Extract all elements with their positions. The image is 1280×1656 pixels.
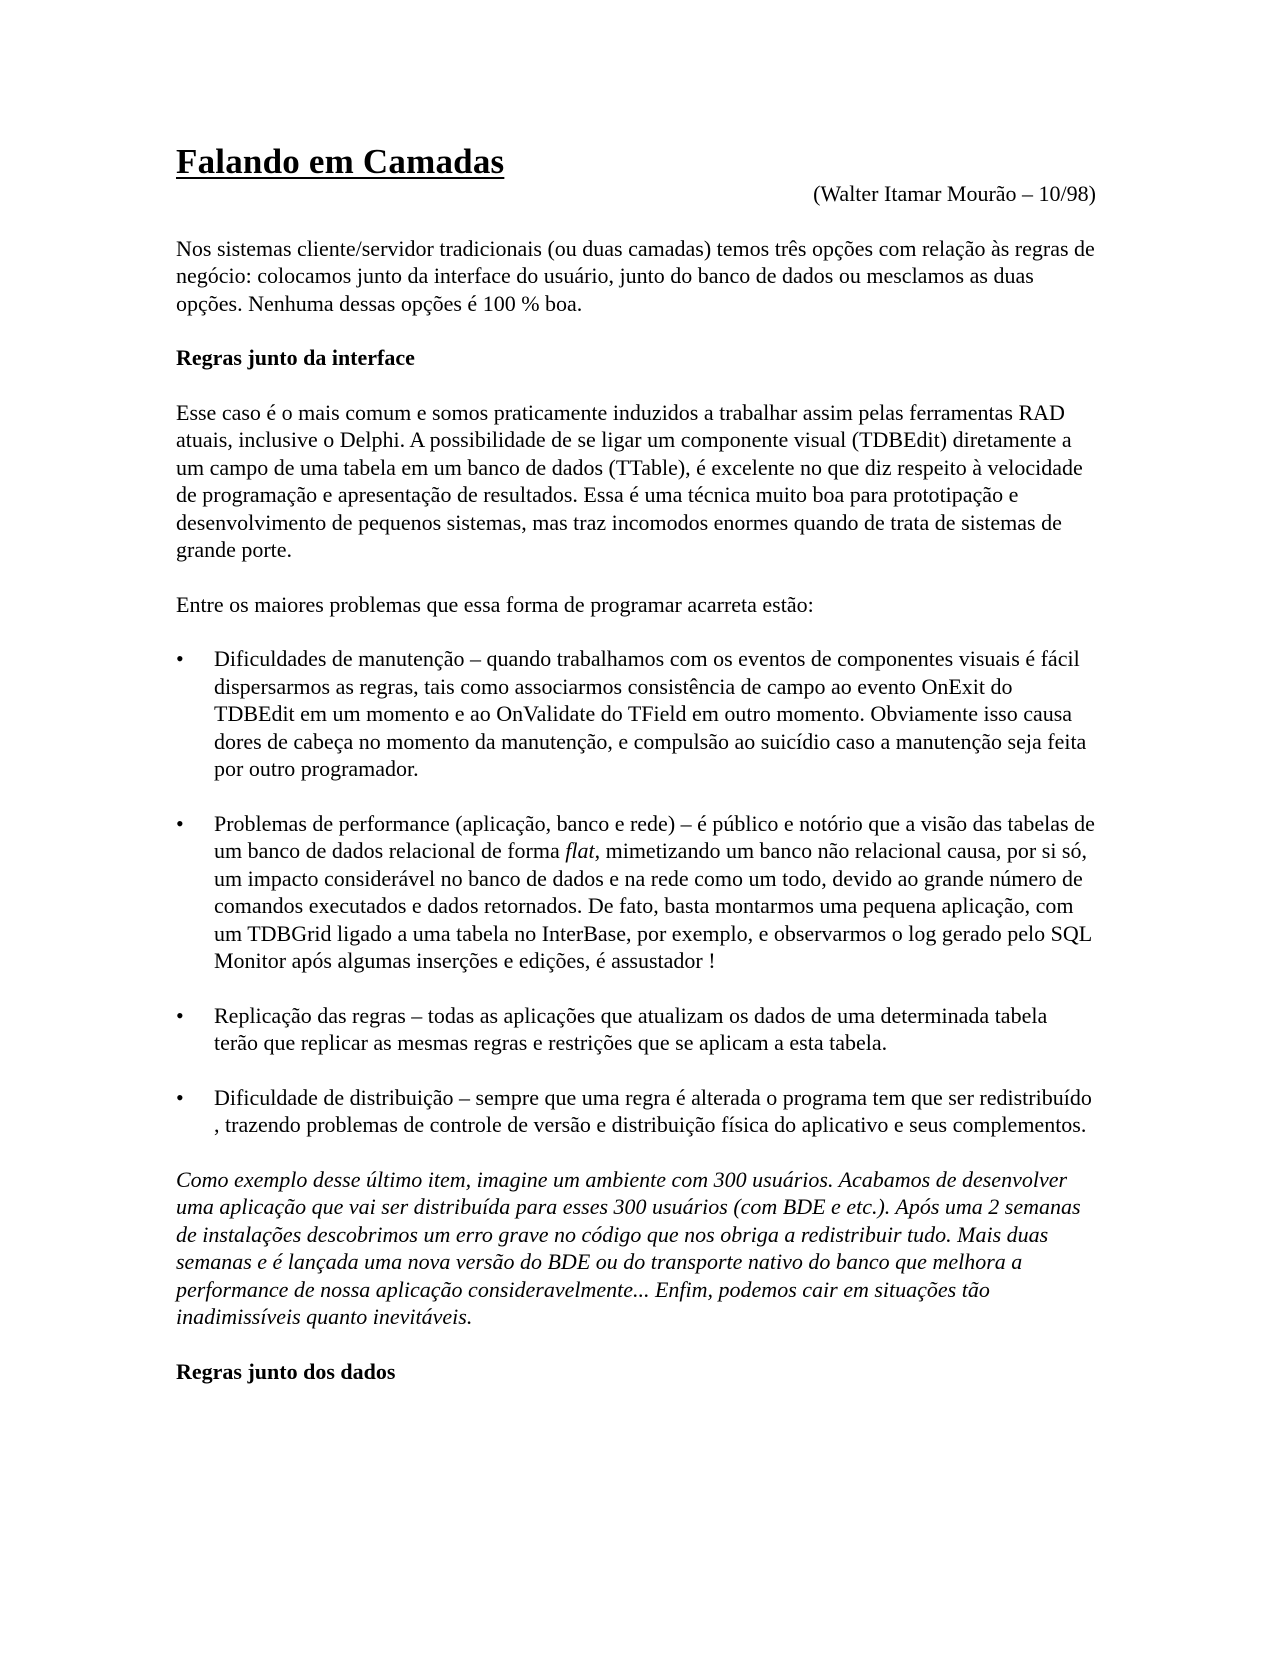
list-item-text: Dificuldade de distribuição – sempre que uma regra é alterada o programa tem que ser redistribuído , trazendo problemas de controle de versão e distribuição física do aplicativo e seus complementos. <box>214 1084 1092 1137</box>
problems-intro-paragraph: Entre os maiores problemas que essa forma de programar acarreta estão: <box>176 591 814 617</box>
list-item-text-before: Problemas de performance (aplicação, banco e rede) – é público e notório que a visão das tabelas de um banco de dados relacional de forma <box>214 810 1095 863</box>
bullet-icon: • <box>176 810 184 836</box>
bullet-icon: • <box>176 1002 184 1028</box>
list-item-emphasis: flat <box>565 838 595 863</box>
list-item <box>176 1002 1096 1057</box>
intro-paragraph: Nos sistemas cliente/servidor tradicionais (ou duas camadas) temos três opções com relação às regras de negócio: colocamos junto da interface do usuário, junto do banco de dados ou mesclamos as duas opções. Nenhuma dessas opções é 100 % boa. <box>176 235 1095 316</box>
problems-list <box>176 645 1096 1139</box>
author-byline: (Walter Itamar Mourão – 10/98) <box>813 181 1096 206</box>
list-item-text: Dificuldades de manutenção – quando trabalhamos com os eventos de componentes visuais é fácil dispersarmos as regras, tais como associarmos consistência de campo ao evento OnExit do TDBEdit em um momento e ao OnValidate do TField em outro momento. Obviamente isso causa dores de cabeça no momento da manutenção, e compulsão ao suicídio caso a manutenção seja feita por outro programador. <box>214 646 1087 781</box>
list-item-text-after: , mimetizando um banco não relacional causa, por si só, um impacto considerável no banco de dados e na rede como um todo, devido ao grande número de comandos executados e dados retornados. De fato, basta montarmos uma pequena aplicação, com um TDBGrid ligado a uma tabela no InterBase, por exemplo, e observarmos o log gerado pelo SQL Monitor após algumas inserções e edições, é assustador ! <box>214 838 1092 973</box>
bullet-icon: • <box>176 1084 184 1110</box>
list-item <box>176 1084 1096 1139</box>
list-item <box>176 810 1096 975</box>
interface-paragraph: Esse caso é o mais comum e somos praticamente induzidos a trabalhar assim pelas ferramentas RAD atuais, inclusive o Delphi. A possibilidade de se ligar um componente visual (TDBEdit) diretamente a um campo de uma tabela em um banco de dados (TTable), é excelente no que diz respeito à velocidade de programação e apresentação de resultados. Essa é uma técnica muito boa para prototipação e desenvolvimento de pequenos sistemas, mas traz incomodos enormes quando de trata de sistemas de grande porte. <box>176 399 1083 562</box>
list-item <box>176 645 1096 783</box>
section-heading-interface: Regras junto da interface <box>176 345 415 370</box>
bullet-icon: • <box>176 646 184 671</box>
list-item-text: Replicação das regras – todas as aplicações que atualizam os dados de uma determinada tabela terão que replicar as mesmas regras e restrições que se aplicam a esta tabela. <box>214 1002 1048 1055</box>
example-paragraph: Como exemplo desse último item, imagine um ambiente com 300 usuários. Acabamos de desenvolver uma aplicação que vai ser distribuída para esses 300 usuários (com BDE e etc.). Após uma 2 semanas de instalações descobrimos um erro grave no código que nos obriga a redistribuir tudo. Mais duas semanas e é lançada uma nova versão do BDE ou do transporte nativo do banco que melhora a performance de nossa aplicação consideravelmente... Enfim, podemos cair em situações tão inadimissíveis quanto inevitáveis. <box>176 1166 1081 1329</box>
document-page <box>176 140 1096 1385</box>
section-heading-data: Regras junto dos dados <box>176 1358 396 1384</box>
document-title: Falando em Camadas <box>176 142 505 181</box>
